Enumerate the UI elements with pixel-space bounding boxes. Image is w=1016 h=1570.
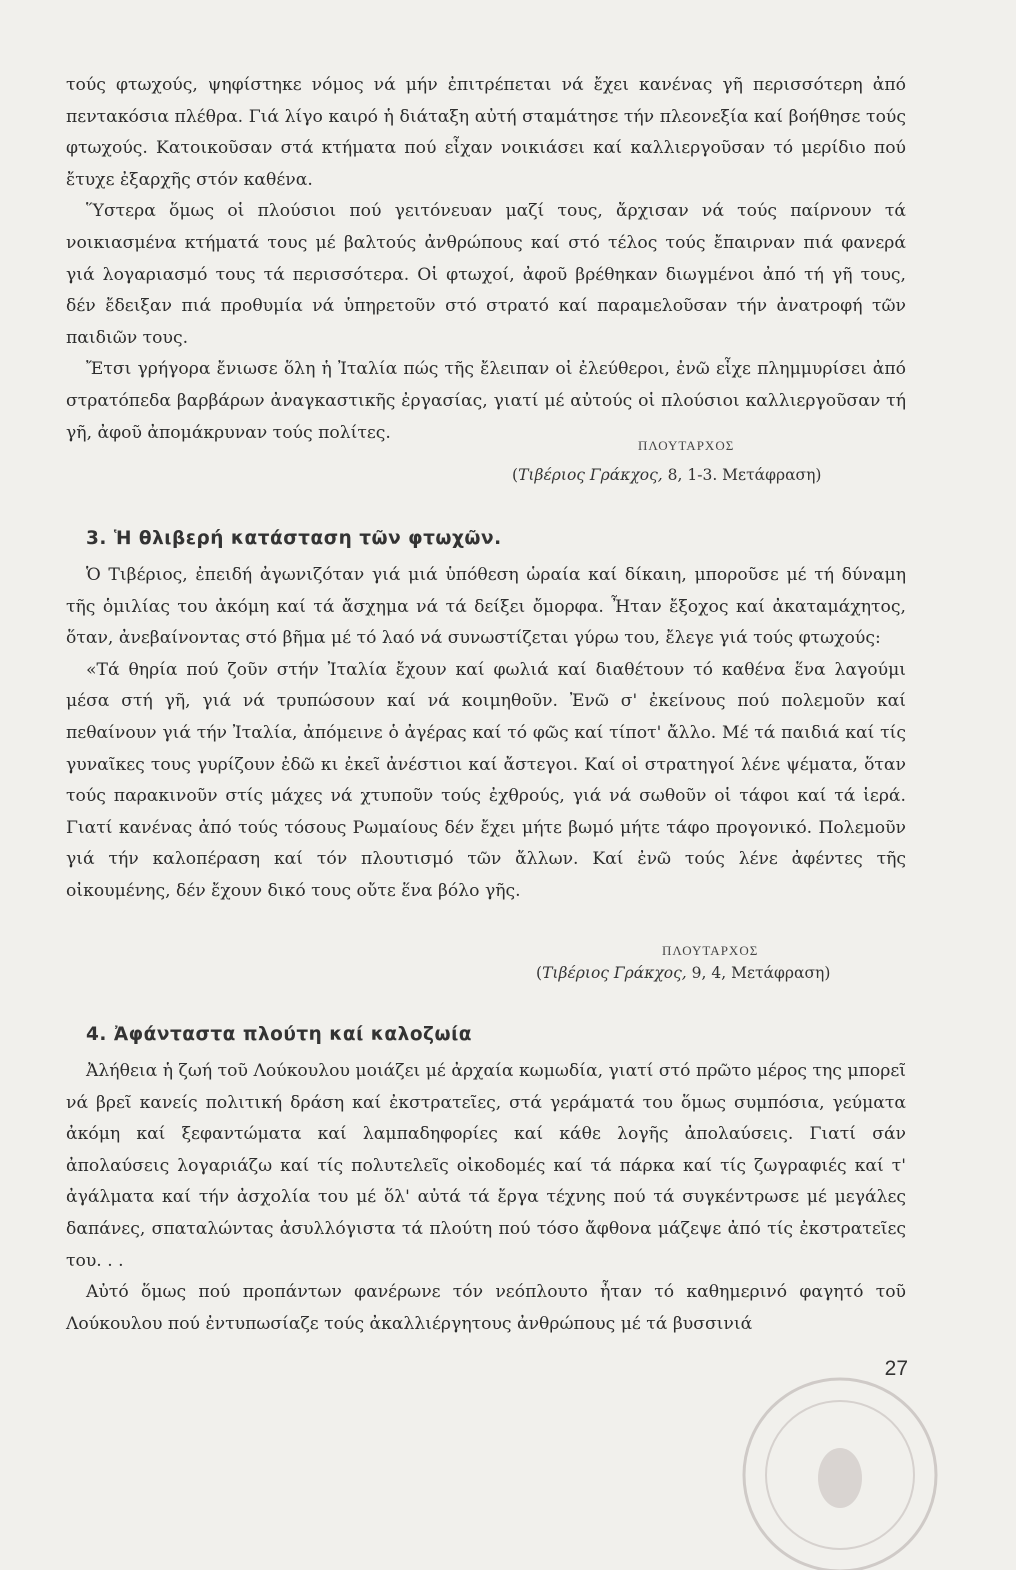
section-4-heading: 4. Ἀφάνταστα πλούτη καί καλοζωία — [86, 1024, 472, 1045]
paragraph: τούς φτωχούς, ψηφίστηκε νόμος νά μήν ἐπιτρέπεται νά ἔχει κανένας γῆ περισσότερη ἀπό πεντακόσια πλέθρα. Γιά λίγο καιρό ἡ διάταξη αὐτή σταμάτησε τήν πλεονεξία καί βοήθησε τούς φτωχούς. Κατοικοῦσαν στά κτήματα πού εἶχαν νοικιάσει καί καλλιεργοῦσαν τό μερίδιο πού ἔτυχε ἐξαρχῆς στόν καθένα. — [66, 75, 906, 190]
source-ref: 8, 1-3. Μετάφραση — [662, 466, 816, 484]
section-3-text — [66, 560, 906, 908]
source-citation: (Τιβέριος Γράκχος, 9, 4, Μετάφραση) — [536, 964, 831, 982]
library-stamp-icon — [690, 1370, 980, 1570]
paragraph: Ὕστερα ὅμως οἱ πλούσιοι πού γειτόνευαν μαζί τους, ἄρχισαν νά τούς παίρνουν τά νοικιασμένα κτήματά τους μέ βαλτούς ἀνθρώπους καί στό τέλος τούς ἔπαιρναν πιά φανερά γιά λογαριασμό τους τά περισσότερα. Οἱ φτωχοί, ἀφοῦ βρέθηκαν διωγμένοι ἀπό τή γῆ τους, δέν ἔδειξαν πιά προθυμία νά ὑπηρετοῦν στό στρατό καί παραμελοῦσαν τήν ἀνατροφή τῶν παιδιῶν τους. — [66, 201, 906, 348]
section-2-text — [66, 70, 906, 449]
paragraph: Ὁ Τιβέριος, ἐπειδή ἀγωνιζόταν γιά μιά ὑπόθεση ὡραία καί δίκαιη, μποροῦσε μέ τή δύναμη τῆς ὁμιλίας του ἀκόμη καί τά ἄσχημα νά τά δείξει ὄμορφα. Ἦταν ἔξοχος καί ἀκαταμάχητος, ὅταν, ἀνεβαίνοντας στό βῆμα μέ τό λαό νά συνωστίζεται γύρω του, ἔλεγε γιά τούς φτωχούς: — [66, 565, 906, 649]
paragraph: Αὐτό ὅμως πού προπάντων φανέρωνε τόν νεόπλουτο ἦταν τό καθημερινό φαγητό τοῦ Λούκουλου πού ἐντυπωσίαζε τούς ἀκαλλιέργητους ἀνθρώπους μέ τά βυσσινιά — [66, 1282, 906, 1334]
source-ref: 9, 4, Μετάφραση — [686, 964, 825, 982]
author-attribution: ΠΛΟΥΤΑΡΧΟΣ — [662, 943, 759, 958]
page-number: 27 — [884, 1357, 908, 1380]
paragraph: Ἀλήθεια ἡ ζωή τοῦ Λούκουλου μοιάζει μέ ἀρχαία κωμωδία, γιατί στό πρῶτο μέρος της μπορεῖ νά βρεῖ κανείς πολιτική δράση καί ἐκστρατεῖες, στά γεράματά του ὅμως συμπόσια, γεύματα ἀκόμη καί ξεφαντώματα καί λαμπαδηφορίες καί κάθε λογῆς ἀπολαύσεις. Γιατί σάν ἀπολαύσεις λογαριάζω καί τίς πολυτελεῖς οἰκοδομές καί τά πάρκα καί τίς ζωγραφιές καί τ' ἀγάλματα καί τήν ἀσχολία του μέ ὅλ' αὐτά τά ἔργα τέχνης πού τά συγκέντρωσε μέ μεγάλες δαπάνες, σπαταλώντας ἀσυλλόγιστα τά πλούτη πού τόσο ἄφθονα μάζεψε ἀπό τίς ἐκστρατεῖες του. . . — [66, 1061, 906, 1271]
author-attribution: ΠΛΟΥΤΑΡΧΟΣ — [638, 438, 735, 453]
quote-paragraph: «Τά θηρία πού ζοῦν στήν Ἰταλία ἔχουν καί φωλιά καί διαθέτουν τό καθένα ἕνα λαγούμι μέσα στή γῆ, γιά νά τρυπώσουν καί νά κοιμηθοῦν. Ἐνῶ σ' ἐκείνους πού πολεμοῦν καί πεθαίνουν γιά τήν Ἰταλία, ἀπόμεινε ὁ ἀγέρας καί τό φῶς καί τίποτ' ἄλλο. Μέ τά παιδιά καί τίς γυναῖκες τους γυρίζουν ἐδῶ κι ἐκεῖ ἀνέστιοι καί ἄστεγοι. Καί οἱ στρατηγοί λένε ψέματα, ὅταν τούς παρακινοῦν στίς μάχες νά χτυποῦν τούς ἐχθρούς, γιά νά σωθοῦν οἱ τάφοι καί τά ἱερά. Γιατί κανένας ἀπό τούς τόσους Ρωμαίους δέν ἔχει μήτε βωμό μήτε τάφο προγονικό. Πολεμοῦν γιά τήν καλοπέραση καί τόν πλουτισμό τῶν ἄλλων. Καί ἐνῶ τούς λένε ἀφέντες τῆς οἰκουμένης, δέν ἔχουν δικό τους οὔτε ἕνα βόλο γῆς. — [66, 659, 906, 901]
source-title: Τιβέριος Γράκχος, — [518, 466, 663, 484]
source-citation: (Τιβέριος Γράκχος, 8, 1-3. Μετάφραση) — [512, 466, 822, 484]
source-title: Τιβέριος Γράκχος, — [542, 964, 687, 982]
section-3-heading: 3. Ἡ θλιβερή κατάσταση τῶν φτωχῶν. — [86, 528, 502, 549]
paragraph: Ἔτσι γρήγορα ἔνιωσε ὅλη ἡ Ἰταλία πώς τῆς ἔλειπαν οἱ ἐλεύθεροι, ἐνῶ εἶχε πλημμυρίσει ἀπό στρατόπεδα βαρβάρων ἀναγκαστικῆς ἐργασίας, γιατί μέ αὐτούς οἱ πλούσιοι καλλιεργοῦσαν τή γῆ, ἀφοῦ ἀπομάκρυναν τούς πολίτες. — [66, 359, 906, 443]
section-4-text — [66, 1056, 906, 1340]
